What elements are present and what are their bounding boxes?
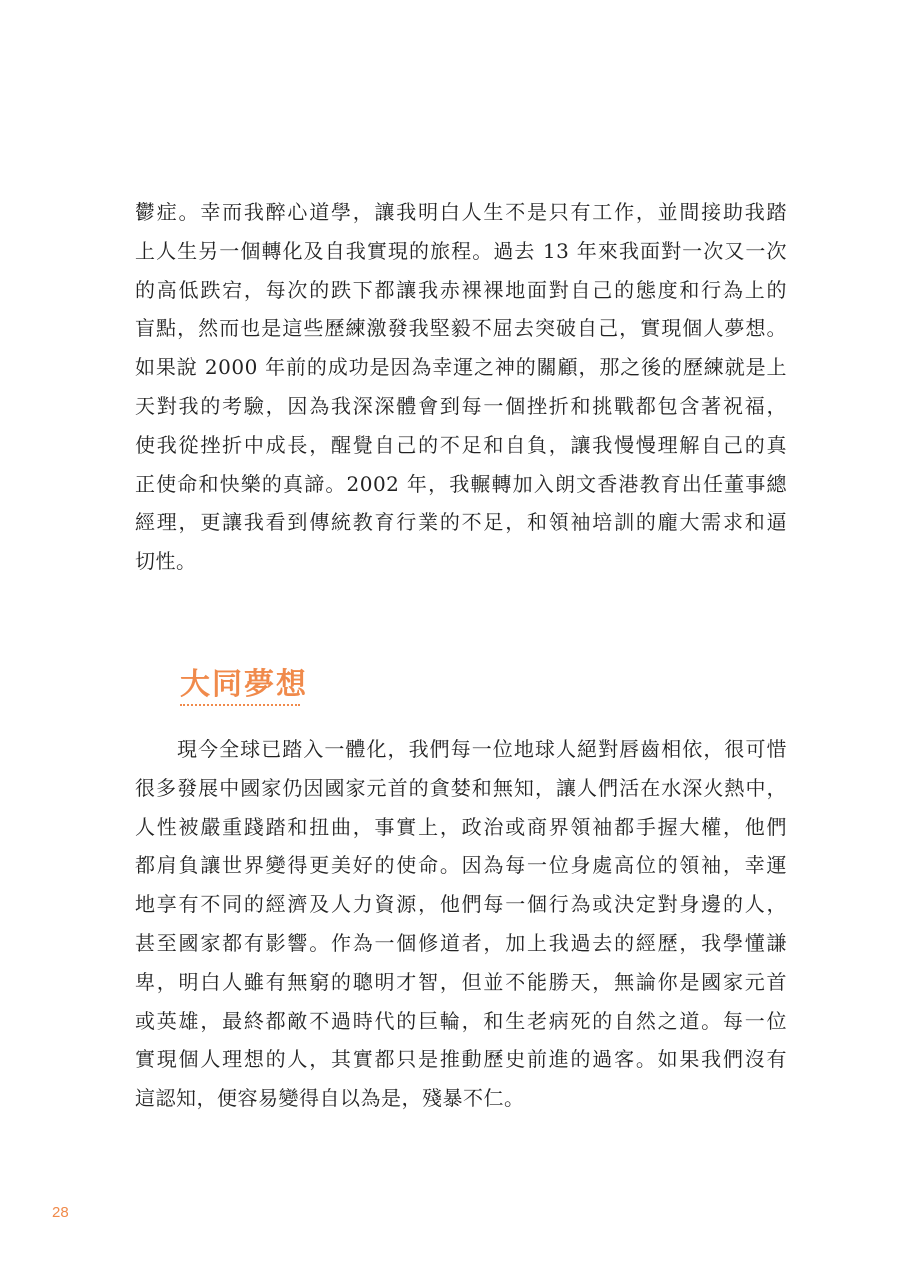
body-paragraph-1 <box>135 193 787 581</box>
text-line: 上人生另一個轉化及自我實現的旅程。過去 13 年來我面對一次又一次 <box>135 238 787 263</box>
text-line: 都肩負讓世界變得更美好的使命。因為每一位身處高位的領袖，幸運 <box>135 853 787 878</box>
text-line: 經理，更讓我看到傳統教育行業的不足，和領袖培訓的龐大需求和逼 <box>135 510 787 535</box>
text-line: 盲點，然而也是這些歷練激發我堅毅不屈去突破自己，實現個人夢想。 <box>135 316 787 341</box>
text-line: 地享有不同的經濟及人力資源，他們每一個行為或決定對身邊的人， <box>135 892 787 917</box>
text-line: 鬱症。幸而我醉心道學，讓我明白人生不是只有工作，並間接助我踏 <box>135 200 787 224</box>
text-line: 現今全球已踏入一體化，我們每一位地球人絕對唇齒相依，很可惜 <box>177 737 787 761</box>
text-line: 天對我的考驗，因為我深深體會到每一個挫折和挑戰都包含著祝福， <box>135 393 787 418</box>
text-line: 人性被嚴重踐踏和扭曲，事實上，政治或商界領袖都手握大權，他們 <box>135 814 787 839</box>
section-heading: 大同夢想 <box>180 667 308 702</box>
text-line: 的高低跌宕，每次的跌下都讓我赤裸裸地面對自己的態度和行為上的 <box>135 277 787 302</box>
text-line: 切性。 <box>135 549 197 574</box>
text-line: 這認知，便容易變得自以為是，殘暴不仁。 <box>135 1086 525 1111</box>
page-number: 28 <box>52 1204 69 1221</box>
text-line: 甚至國家都有影響。作為一個修道者，加上我過去的經歷，我學懂謙 <box>135 930 787 955</box>
heading-dotted-underline <box>180 704 300 706</box>
text-line: 實現個人理想的人，其實都只是推動歷史前進的過客。如果我們沒有 <box>135 1047 787 1072</box>
text-line: 或英雄，最終都敵不過時代的巨輪，和生老病死的自然之道。每一位 <box>135 1008 787 1033</box>
body-paragraph-2 <box>135 730 787 1118</box>
text-line: 卑，明白人雖有無窮的聰明才智，但並不能勝天，無論你是國家元首 <box>135 969 787 994</box>
text-line: 很多發展中國家仍因國家元首的貪婪和無知，讓人們活在水深火熱中， <box>135 775 787 800</box>
text-line: 使我從挫折中成長，醒覺自己的不足和自負，讓我慢慢理解自己的真 <box>135 432 787 457</box>
text-line: 如果說 2000 年前的成功是因為幸運之神的關顧，那之後的歷練就是上 <box>135 355 787 380</box>
text-line: 正使命和快樂的真諦。2002 年，我輾轉加入朗文香港教育出任董事總 <box>135 471 787 496</box>
